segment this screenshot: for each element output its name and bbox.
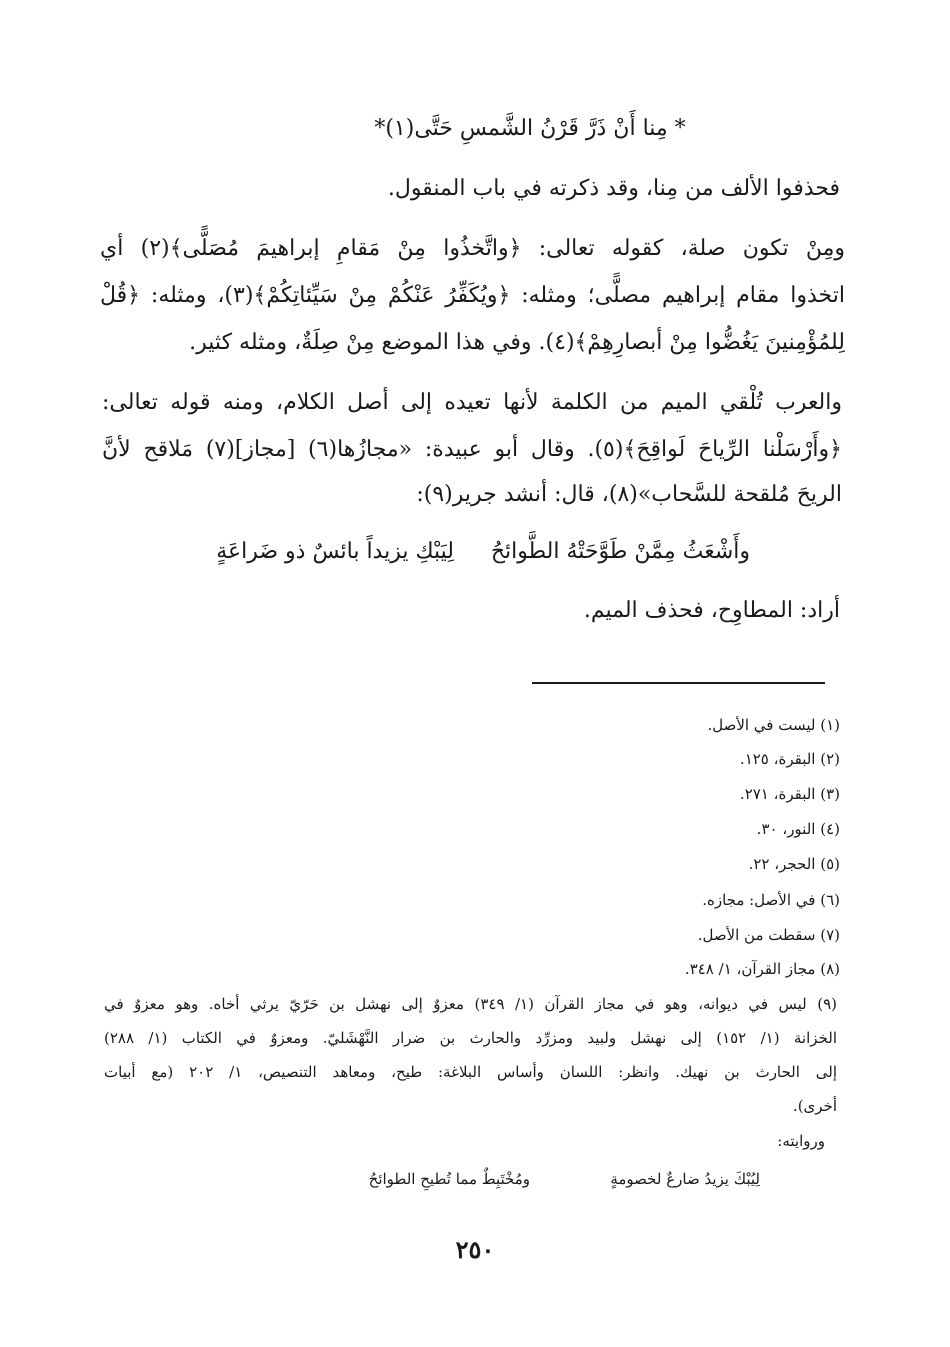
footnote-line: (٩) ليس في ديوانه، وهو في مجاز القرآن (١/ ٣٤٩) معزوٌ إلى نهشل بن حَرّيّ يرثي أخاه. وهو معزوٌ في	[104, 995, 837, 1013]
footnote: (٥) الحجر، ٢٢.	[748, 855, 840, 873]
paragraph-line: ﴿وأَرْسَلْنا الرِّياحَ لَواقِحَ﴾(٥). وقال أبو عبيدة: «مجازُها(٦) [مجاز](٧) مَلاقح لأنَّ	[102, 437, 843, 462]
paragraph-line: لِلمُؤْمِنينَ يَغُضُّوا مِنْ أبصارِهِمْ﴾(٤). وفي هذا الموضع مِنْ صِلَةٌ، ومثله كثير.	[189, 330, 845, 355]
footnote: (٢) البقرة، ١٢٥.	[739, 750, 840, 768]
footnote-separator	[532, 682, 825, 684]
footnote: (٦) في الأصل: مجازه.	[702, 891, 840, 909]
paragraph-line: والعرب تُلْقي الميم من الكلمة لأنها تعيده إلى أصل الكلام، ومنه قوله تعالى:	[102, 390, 842, 415]
footnote: (٨) مجاز القرآن، ١/ ٣٤٨.	[684, 960, 840, 978]
footnote: (٣) البقرة، ٢٧١.	[739, 785, 840, 803]
paragraph-line: اتخذوا مقام إبراهيم مصلًّى؛ ومثله: ﴿ويُكَفِّرُ عَنْكُمْ مِنْ سَيِّئاتِكُمْ﴾(٣)، ومثله: ﴿قُلْ	[100, 283, 845, 308]
poem-hemistich-second: وأَشْعَثُ مِمَّنْ طَوَّحَتْهُ الطَّوائحُ	[490, 539, 750, 564]
footnote-line: إلى الحارث بن نهيك. وانظر: اللسان وأساس البلاغة: طيح، ومعاهد التنصيص، ١/ ٢٠٢ (مع أبيات	[104, 1063, 838, 1081]
footnote: (٤) النور، ٣٠.	[756, 820, 840, 838]
footnote-line: وروايته:	[777, 1132, 825, 1150]
poem-hemistich-first: لِيَبْكِ يزيداً بائسٌ ذو ضَراعَةٍ	[216, 539, 454, 564]
verse-fragment: * مِنا أَنْ ذَرَّ قَرْنُ الشَّمسِ حَتَّى(١)*	[374, 116, 686, 141]
paragraph-line: ومِنْ تكون صلة، كقوله تعالى: ﴿واتَّخذُوا مِنْ مَقامِ إبراهيمَ مُصَلًّى﴾(٢) أي	[100, 236, 845, 261]
footnote-verse-second: ومُخْتَبِطٌ مما تُطيحِ الطوائحُ	[368, 1170, 530, 1188]
footnote-line: الخزانة (١/ ١٥٢) إلى نهشل ولبيد ومزرِّد والحارث بن ضرار النَّهْشَليّ. ومعزوٌ في الكتاب (١/ ٢٨٨)	[104, 1029, 837, 1047]
footnote: (٧) سقطت من الأصل.	[697, 926, 840, 944]
page-number: ٢٥٠	[455, 1235, 495, 1264]
paragraph-line: فحذفوا الألف من مِنا، وقد ذكرته في باب المنقول.	[387, 176, 840, 201]
closing-line: أراد: المطاوِح، فحذف الميم.	[583, 598, 840, 623]
footnote: (١) ليست في الأصل.	[707, 716, 840, 734]
paragraph-line: الريحَ مُلقحة للسَّحاب»(٨)، قال: أنشد جرير(٩):	[416, 482, 842, 507]
footnote-verse-first: لِيُبْكَ يزيدُ ضارعٌ لخصومةٍ	[610, 1170, 760, 1188]
footnote-line: أخرى).	[792, 1097, 837, 1115]
